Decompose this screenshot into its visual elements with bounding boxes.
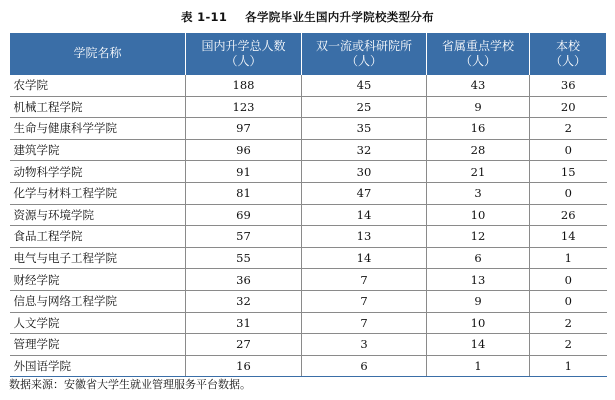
table-row (10, 182, 607, 204)
table-row (10, 139, 607, 161)
table-row (10, 161, 607, 183)
college-name-cell: 生命与健康科学学院 (10, 118, 186, 140)
count-cell: 2 (530, 334, 607, 356)
count-cell: 6 (302, 355, 427, 377)
count-cell: 30 (302, 161, 427, 183)
count-cell: 55 (186, 247, 302, 269)
column-header-label: 本校 (555, 38, 580, 53)
college-name-cell: 管理学院 (10, 334, 186, 356)
column-header (427, 33, 530, 75)
count-cell: 69 (186, 204, 302, 226)
count-cell: 28 (427, 139, 530, 161)
count-cell: 6 (427, 247, 530, 269)
count-cell: 31 (186, 312, 302, 334)
table-row (10, 75, 607, 97)
college-name-cell: 化学与材料工程学院 (10, 182, 186, 204)
table-title: 各学院毕业生国内升学院校类型分布 (245, 10, 434, 24)
count-cell: 43 (427, 75, 530, 97)
count-cell: 1 (427, 355, 530, 377)
count-cell: 0 (530, 269, 607, 291)
table-row (10, 269, 607, 291)
count-cell: 36 (186, 269, 302, 291)
table-row (10, 334, 607, 356)
count-cell: 20 (530, 96, 607, 118)
count-cell: 36 (530, 75, 607, 97)
table-number: 表 1-11 (181, 10, 228, 24)
count-cell: 0 (530, 182, 607, 204)
count-cell: 1 (530, 355, 607, 377)
count-cell: 10 (427, 312, 530, 334)
count-cell: 14 (530, 226, 607, 248)
count-cell: 3 (302, 334, 427, 356)
count-cell: 12 (427, 226, 530, 248)
table-caption (0, 9, 615, 25)
college-name-cell: 动物科学学院 (10, 161, 186, 183)
count-cell: 57 (186, 226, 302, 248)
table-row (10, 96, 607, 118)
column-header-unit: （人） (225, 53, 262, 68)
table-row (10, 355, 607, 377)
table-row (10, 204, 607, 226)
count-cell: 32 (302, 139, 427, 161)
column-header-unit: （人） (549, 53, 586, 68)
data-source-note: 数据来源：安徽省大学生就业管理服务平台数据。 (9, 378, 251, 391)
count-cell: 0 (530, 139, 607, 161)
college-name-cell: 财经学院 (10, 269, 186, 291)
count-cell: 13 (427, 269, 530, 291)
column-header-label: 省属重点学校 (441, 38, 514, 53)
count-cell: 9 (427, 290, 530, 312)
count-cell: 7 (302, 290, 427, 312)
count-cell: 14 (302, 204, 427, 226)
count-cell: 21 (427, 161, 530, 183)
count-cell: 9 (427, 96, 530, 118)
count-cell: 2 (530, 118, 607, 140)
college-name-cell: 资源与环境学院 (10, 204, 186, 226)
table-body (10, 75, 607, 377)
column-header (302, 33, 427, 75)
count-cell: 16 (186, 355, 302, 377)
count-cell: 15 (530, 161, 607, 183)
count-cell: 1 (530, 247, 607, 269)
count-cell: 3 (427, 182, 530, 204)
table-header (10, 33, 607, 75)
table-row (10, 247, 607, 269)
college-name-cell: 食品工程学院 (10, 226, 186, 248)
college-name-cell: 人文学院 (10, 312, 186, 334)
column-header-unit: （人） (345, 53, 382, 68)
column-header (186, 33, 302, 75)
count-cell: 97 (186, 118, 302, 140)
college-name-cell: 信息与网络工程学院 (10, 290, 186, 312)
table-row (10, 290, 607, 312)
count-cell: 0 (530, 290, 607, 312)
count-cell: 32 (186, 290, 302, 312)
count-cell: 27 (186, 334, 302, 356)
column-header-label: 国内升学总人数 (201, 38, 286, 53)
college-name-cell: 外国语学院 (10, 355, 186, 377)
count-cell: 123 (186, 96, 302, 118)
header-row (10, 33, 607, 75)
college-name-cell: 电气与电子工程学院 (10, 247, 186, 269)
distribution-table (9, 33, 607, 377)
table-row (10, 226, 607, 248)
count-cell: 10 (427, 204, 530, 226)
count-cell: 7 (302, 269, 427, 291)
column-header-label: 学院名称 (73, 46, 122, 60)
college-name-cell: 机械工程学院 (10, 96, 186, 118)
college-name-cell: 农学院 (10, 75, 186, 97)
count-cell: 47 (302, 182, 427, 204)
table-row (10, 118, 607, 140)
column-header-unit: （人） (459, 53, 496, 68)
count-cell: 188 (186, 75, 302, 97)
count-cell: 96 (186, 139, 302, 161)
table-row (10, 312, 607, 334)
column-header (10, 33, 186, 75)
count-cell: 26 (530, 204, 607, 226)
column-header (530, 33, 607, 75)
count-cell: 45 (302, 75, 427, 97)
count-cell: 35 (302, 118, 427, 140)
count-cell: 81 (186, 182, 302, 204)
count-cell: 7 (302, 312, 427, 334)
count-cell: 16 (427, 118, 530, 140)
column-header-label: 双一流或科研院所 (315, 38, 412, 53)
count-cell: 25 (302, 96, 427, 118)
count-cell: 14 (427, 334, 530, 356)
count-cell: 91 (186, 161, 302, 183)
count-cell: 2 (530, 312, 607, 334)
college-name-cell: 建筑学院 (10, 139, 186, 161)
count-cell: 13 (302, 226, 427, 248)
count-cell: 14 (302, 247, 427, 269)
